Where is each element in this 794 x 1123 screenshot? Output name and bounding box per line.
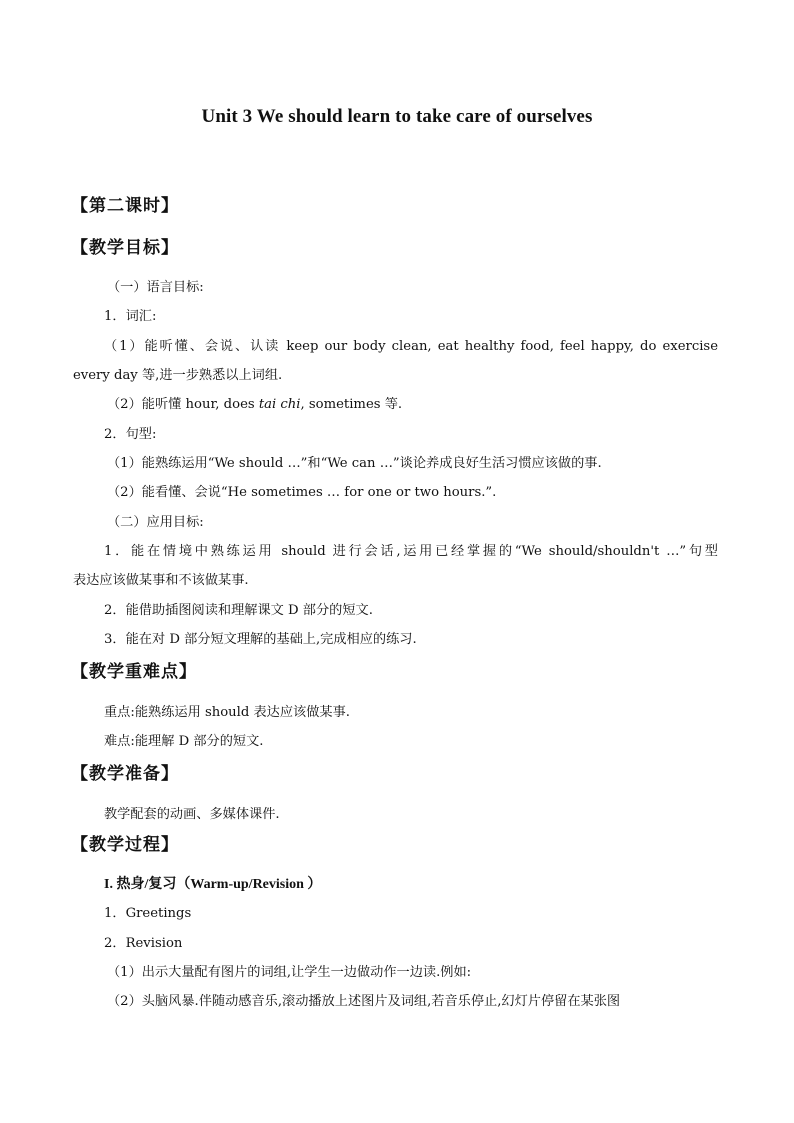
revision-item-2: （2）头脑风暴.伴随动感音乐,滚动播放上述图片及词组,若音乐停止,幻灯片停留在某张图 xyxy=(107,994,621,1009)
vocabulary-heading: 1．词汇: xyxy=(104,309,157,324)
application-item-2: 2．能借助插图阅读和理解课文 D 部分的短文. xyxy=(104,603,373,618)
process-heading: 【教学过程】 xyxy=(71,835,179,855)
key-point-focus: 重点:能熟练运用 should 表达应该做某事. xyxy=(104,705,350,720)
application-item-1-line-2: 表达应该做某事和不该做某事. xyxy=(73,573,249,588)
process-revision: 2．Revision xyxy=(104,936,183,951)
key-points-heading: 【教学重难点】 xyxy=(71,662,197,682)
application-item-1-line-1: 1．能在情境中熟练运用 should 进行会话,运用已经掌握的“We should/shouldn't …”句型 xyxy=(104,544,718,559)
preparation-heading: 【教学准备】 xyxy=(71,764,179,784)
vocabulary-item-2 xyxy=(107,393,402,412)
lesson-heading: 【第二课时】 xyxy=(71,196,179,216)
process-greetings: 1．Greetings xyxy=(104,906,192,921)
sentence-heading: 2．句型: xyxy=(104,427,157,442)
application-goals-heading: （二）应用目标: xyxy=(107,515,204,530)
vocabulary-item-1-line-1: （1）能听懂、会说、认读 keep our body clean, eat healthy food, feel happy, do exercise xyxy=(104,339,718,354)
language-goals-heading: （一）语言目标: xyxy=(107,280,204,295)
vocabulary-item-1-line-2: every day 等,进一步熟悉以上词组. xyxy=(73,368,283,383)
vocab-2-text: （2）能听懂 hour, does xyxy=(107,397,259,412)
preparation-text: 教学配套的动画、多媒体课件. xyxy=(104,807,280,822)
goals-heading: 【教学目标】 xyxy=(71,238,179,258)
process-step-1: I. 热身/复习（Warm-up/Revision ） xyxy=(104,877,322,892)
application-item-3: 3．能在对 D 部分短文理解的基础上,完成相应的练习. xyxy=(104,632,417,647)
document-title: Unit 3 We should learn to take care of ourselves xyxy=(201,106,593,127)
sentence-item-2: （2）能看懂、会说“He sometimes … for one or two hours.”. xyxy=(107,485,497,500)
vocab-2-italic: tai chi xyxy=(258,397,301,412)
revision-item-1: （1）出示大量配有图片的词组,让学生一边做动作一边读.例如: xyxy=(107,965,472,980)
vocab-2-text-end: , sometimes 等. xyxy=(300,397,403,412)
key-point-difficulty: 难点:能理解 D 部分的短文. xyxy=(104,734,264,749)
sentence-item-1: （1）能熟练运用“We should …”和“We can …”谈论养成良好生活习惯应该做的事. xyxy=(107,456,602,471)
